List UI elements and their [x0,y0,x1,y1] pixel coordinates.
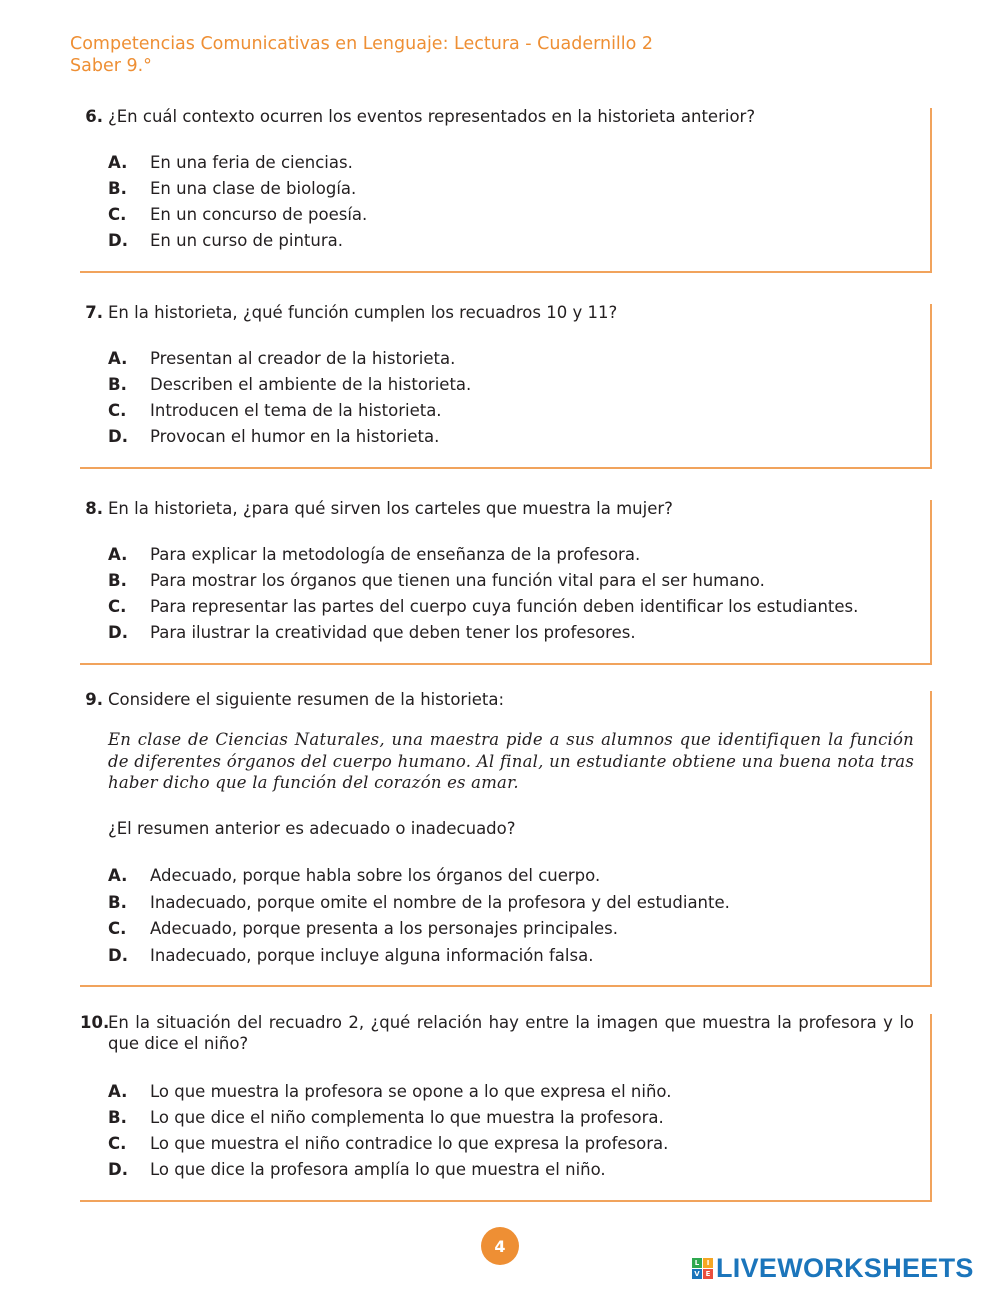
option-text: Introducen el tema de la historieta. [150,401,442,420]
option-text: Para ilustrar la creatividad que deben tener los profesores. [150,623,636,642]
option-text: Para mostrar los órganos que tienen una función vital para el ser humano. [150,571,765,590]
option-letter: A. [108,866,128,885]
question-prompt: ¿El resumen anterior es adecuado o inadecuado? [108,819,516,838]
option-letter: A. [108,153,128,172]
option-text: Adecuado, porque presenta a los personajes principales. [150,919,619,938]
liveworksheets-logo[interactable] [692,1253,974,1284]
question-number: 6. [85,107,103,126]
option-text: Para representar las partes del cuerpo cuya función deben identificar los estudiantes. [150,597,859,616]
option-letter: D. [108,623,128,642]
option-text: Presentan al creador de la historieta. [150,349,456,368]
summary-passage: En clase de Ciencias Naturales, una maestra pide a sus alumnos que identifiquen la función de diferentes órganos del cuerpo humano. Al final, un estudiante obtiene una buena nota tras haber dicho que la función del corazón es amar. [108,730,914,792]
option-letter: D. [108,1160,128,1179]
option-letter: A. [108,1082,128,1101]
question-10 [80,1012,932,1202]
option-text: Inadecuado, porque incluye alguna información falsa. [150,946,594,965]
option-letter: C. [108,919,127,938]
option-text: En un curso de pintura. [150,231,343,250]
option-text: En una clase de biología. [150,179,357,198]
option-letter: A. [108,349,128,368]
option-letter: B. [108,375,127,394]
header-line-2: Saber 9.° [70,56,152,76]
option-letter: B. [108,571,127,590]
option-letter: C. [108,205,127,224]
option-letter: D. [108,427,128,446]
question-6 [80,106,932,273]
option-letter: B. [108,1108,127,1127]
option-text: Adecuado, porque habla sobre los órganos del cuerpo. [150,866,601,885]
option-letter: B. [108,893,127,912]
question-number: 10. [80,1013,110,1032]
question-text: Considere el siguiente resumen de la historieta: [108,690,505,709]
question-text: ¿En cuál contexto ocurren los eventos representados en la historieta anterior? [108,107,756,126]
question-text: En la historieta, ¿qué función cumplen los recuadros 10 y 11? [108,303,618,322]
option-text: Para explicar la metodología de enseñanza de la profesora. [150,545,641,564]
document-title [70,33,653,77]
option-letter: D. [108,231,128,250]
page-number-badge: 4 [481,1227,519,1265]
option-text: En un concurso de poesía. [150,205,368,224]
option-text: Lo que dice la profesora amplía lo que muestra el niño. [150,1160,606,1179]
option-text: En una feria de ciencias. [150,153,353,172]
option-letter: D. [108,946,128,965]
logo-text: LIVEWORKSHEETS [716,1253,974,1283]
header-line-1: Competencias Comunicativas en Lenguaje: Lectura - Cuadernillo 2 [70,34,654,54]
liveworksheets-icon: L I V E [692,1258,713,1279]
option-letter: B. [108,179,127,198]
option-text: Provocan el humor en la historieta. [150,427,440,446]
option-text: Describen el ambiente de la historieta. [150,375,472,394]
question-text: En la historieta, ¿para qué sirven los carteles que muestra la mujer? [108,499,673,518]
option-letter: C. [108,597,127,616]
question-7 [80,302,932,469]
question-number: 8. [85,499,103,518]
option-letter: C. [108,1134,127,1153]
question-text: En la situación del recuadro 2, ¿qué relación hay entre la imagen que muestra la profesora y lo que dice el niño? [108,1013,914,1053]
question-number: 9. [85,690,103,709]
option-text: Lo que muestra el niño contradice lo que expresa la profesora. [150,1134,669,1153]
option-letter: C. [108,401,127,420]
option-text: Lo que muestra la profesora se opone a lo que expresa el niño. [150,1082,672,1101]
option-text: Lo que dice el niño complementa lo que muestra la profesora. [150,1108,664,1127]
option-letter: A. [108,545,128,564]
question-8 [80,498,932,665]
question-9 [80,689,932,987]
question-number: 7. [85,303,103,322]
option-text: Inadecuado, porque omite el nombre de la profesora y del estudiante. [150,893,730,912]
